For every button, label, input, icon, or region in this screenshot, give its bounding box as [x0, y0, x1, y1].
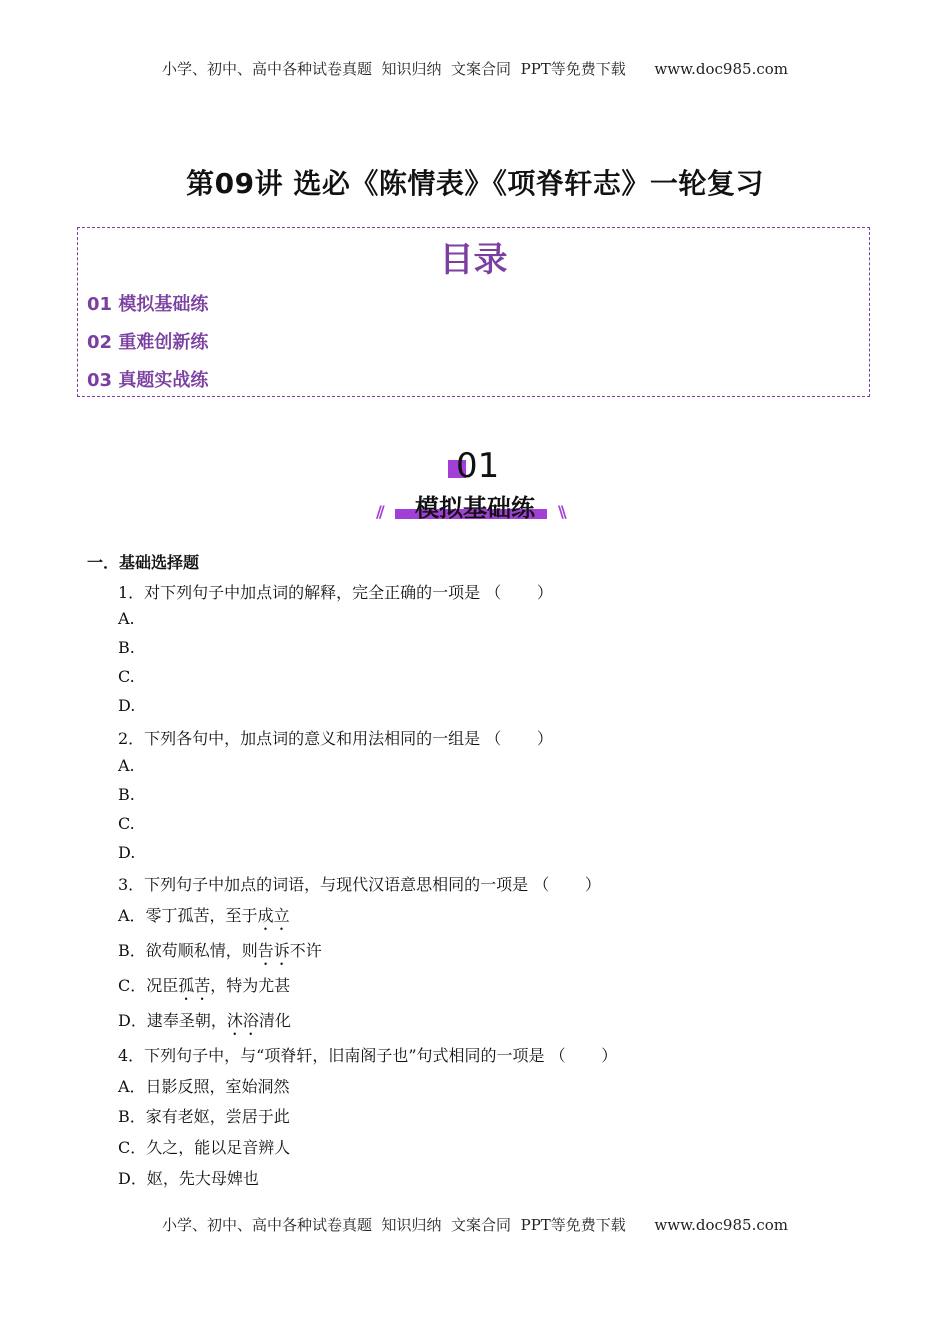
section-badge — [370, 446, 580, 526]
option-text: ，特为尤甚 — [210, 976, 291, 995]
option-text: A．零丁孤苦，至于 — [118, 906, 258, 925]
sub-heading: 一．基础选择题 — [87, 553, 200, 572]
question-2-option-d[interactable]: D. — [118, 843, 136, 862]
toc-item-01[interactable]: 01 模拟基础练 — [87, 294, 209, 315]
question-3-option-a[interactable] — [118, 903, 290, 934]
section-label: 模拟基础练 — [415, 494, 535, 522]
option-text: C．况臣 — [118, 976, 179, 995]
question-1-option-b[interactable]: B. — [118, 638, 135, 657]
question-2-option-b[interactable]: B. — [118, 785, 135, 804]
toc-heading: 目录 — [439, 240, 508, 280]
slash-right-icon: \\ — [558, 502, 564, 521]
toc-item-02[interactable]: 02 重难创新练 — [87, 332, 209, 353]
question-4-stem: 4．下列句子中，与“项脊轩，旧南阁子也”句式相同的一项是 （ ） — [118, 1046, 618, 1065]
question-1-stem: 1．对下列句子中加点词的解释，完全正确的一项是 （ ） — [118, 583, 553, 602]
question-2-option-c[interactable]: C. — [118, 814, 135, 833]
option-text: 不许 — [289, 941, 322, 960]
question-3-stem: 3．下列句子中加点的词语，与现代汉语意思相同的一项是 （ ） — [118, 875, 601, 894]
dotted-word: 沐浴 — [226, 1011, 259, 1030]
question-1-option-a[interactable]: A. — [118, 609, 135, 628]
question-2-option-a[interactable]: A. — [118, 756, 135, 775]
question-4-option-b[interactable]: B．家有老妪，尝居于此 — [118, 1107, 290, 1126]
option-text: 清化 — [258, 1011, 291, 1030]
dotted-word: 告诉 — [257, 941, 290, 960]
toc-item-03[interactable]: 03 真题实战练 — [87, 370, 209, 391]
option-text: D．逮奉圣朝， — [118, 1011, 227, 1030]
question-4-option-c[interactable]: C．久之，能以足音辨人 — [118, 1138, 291, 1157]
option-text: B．欲苟顺私情，则 — [118, 941, 258, 960]
question-3-option-d[interactable] — [118, 1008, 291, 1039]
question-3-option-c[interactable] — [118, 973, 290, 1004]
section-number: 01 — [456, 446, 500, 486]
question-1-option-d[interactable]: D. — [118, 696, 136, 715]
question-4-option-a[interactable]: A．日影反照，室始洞然 — [118, 1077, 290, 1096]
page-header: 小学、初中、高中各种试卷真题 知识归纳 文案合同 PPT等免费下载 www.doc985.com — [161, 60, 788, 78]
dotted-word: 成立 — [257, 906, 290, 925]
dotted-word: 孤苦 — [178, 976, 211, 995]
question-1-option-c[interactable]: C. — [118, 667, 135, 686]
slash-left-icon: // — [376, 502, 382, 521]
question-3-option-b[interactable] — [118, 938, 322, 969]
question-4-option-d[interactable]: D．妪，先大母婢也 — [118, 1169, 259, 1188]
table-of-contents — [77, 227, 870, 397]
page-footer: 小学、初中、高中各种试卷真题 知识归纳 文案合同 PPT等免费下载 www.doc985.com — [161, 1216, 788, 1234]
document-title: 第09讲 选必《陈情表》《项脊轩志》一轮复习 — [186, 167, 764, 200]
question-2-stem: 2．下列各句中，加点词的意义和用法相同的一组是 （ ） — [118, 729, 553, 748]
